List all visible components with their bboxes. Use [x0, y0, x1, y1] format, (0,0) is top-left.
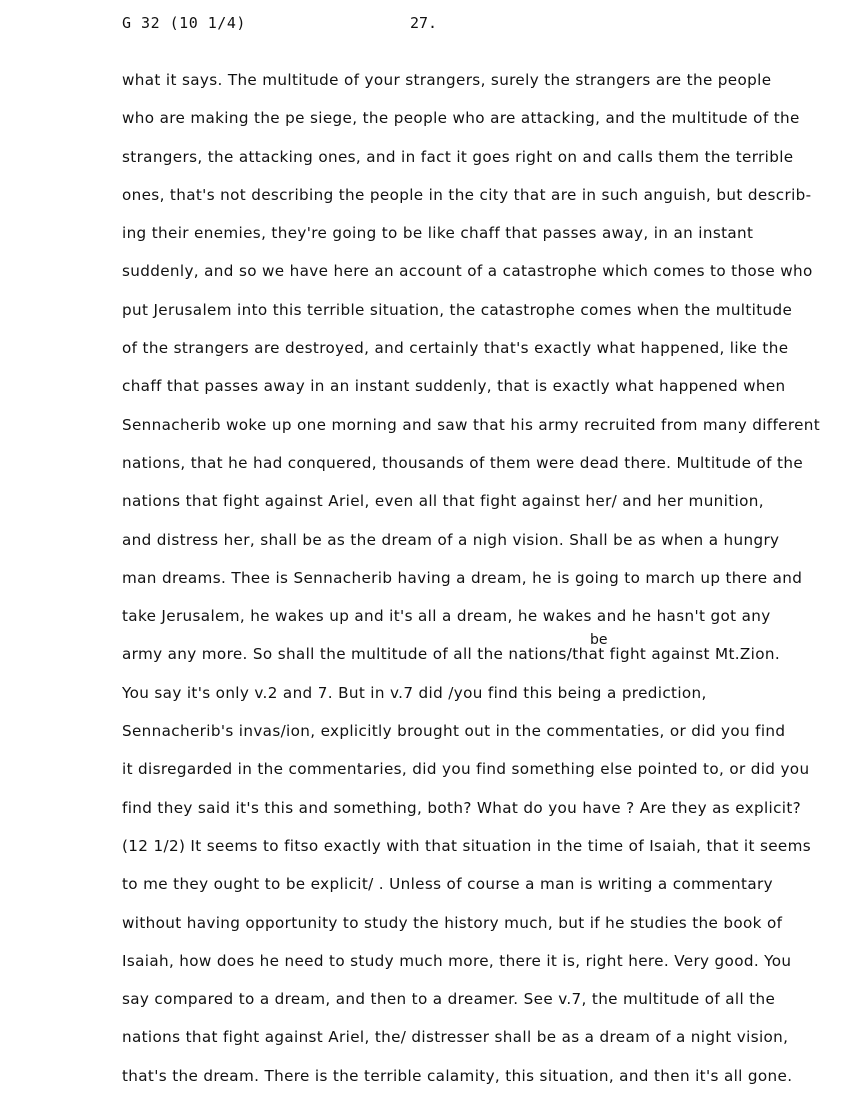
text-line: nations, that he had conquered, thousands of them were dead there. Multitude of the [122, 453, 804, 472]
text-line: strangers, the attacking ones, and in fact it goes right on and calls them the terrible [122, 147, 794, 166]
text-line: man dreams. Thee is Sennacherib having a dream, he is going to march up there and [122, 568, 803, 587]
text-line: who are making the pe siege, the people who are attacking, and the multitude of the [122, 109, 800, 128]
text-line: nations that fight against Ariel, the/ distresser shall be as a dream of a night vision, [122, 1028, 789, 1047]
text-line: take Jerusalem, he wakes up and it's all a dream, he wakes and he hasn't got any [122, 607, 771, 626]
page-number: 27. [410, 14, 438, 32]
text-line: to me they ought to be explicit/ . Unless of course a man is writing a commentary [122, 875, 773, 894]
text-line: ones, that's not describing the people in the city that are in such anguish, but describ- [122, 185, 812, 204]
text-line: and distress her, shall be as the dream of a nigh vision. Shall be as when a hungry [122, 530, 780, 549]
text-line: without having opportunity to study the history much, but if he studies the book of [122, 913, 783, 932]
text-line: army any more. So shall the multitude of all the nations/that fight against Mt.Zion. [122, 645, 781, 664]
body-text [122, 68, 850, 1102]
text-line: ing their enemies, they're going to be like chaff that passes away, in an instant [122, 224, 754, 243]
text-line: Sennacherib's invas/ion, explicitly brought out in the commentaties, or did you find [122, 722, 786, 741]
text-line: say compared to a dream, and then to a dreamer. See v.7, the multitude of all the [122, 990, 776, 1009]
text-line: chaff that passes away in an instant suddenly, that is exactly what happened when [122, 377, 786, 396]
document-reference: G 32 (10 1/4) [122, 14, 246, 32]
interlinear-insertion: be [590, 632, 608, 648]
text-line: it disregarded in the commentaries, did you find something else pointed to, or did you [122, 760, 810, 779]
text-line: what it says. The multitude of your strangers, surely the strangers are the people [122, 71, 772, 89]
text-line: You say it's only v.2 and 7. But in v.7 did /you find this being a prediction, [122, 683, 707, 702]
text-line: (12 1/2) It seems to fitso exactly with that situation in the time of Isaiah, that it seems [122, 836, 812, 855]
text-line: suddenly, and so we have here an account of a catastrophe which comes to those who [122, 262, 813, 281]
text-line: put Jerusalem into this terrible situation, the catastrophe comes when the multitude [122, 300, 793, 319]
text-line: of the strangers are destroyed, and certainly that's exactly what happened, like the [122, 339, 789, 358]
text-line: find they said it's this and something, both? What do you have ? Are they as explicit? [122, 798, 802, 817]
text-line: nations that fight against Ariel, even all that fight against her/ and her munition, [122, 492, 764, 511]
text-line: Isaiah, how does he need to study much more, there it is, right here. Very good. You [122, 951, 792, 970]
text-line: that's the dream. There is the terrible calamity, this situation, and then it's all gone. [122, 1066, 793, 1085]
text-line: Sennacherib woke up one morning and saw that his army recruited from many different [122, 415, 821, 434]
